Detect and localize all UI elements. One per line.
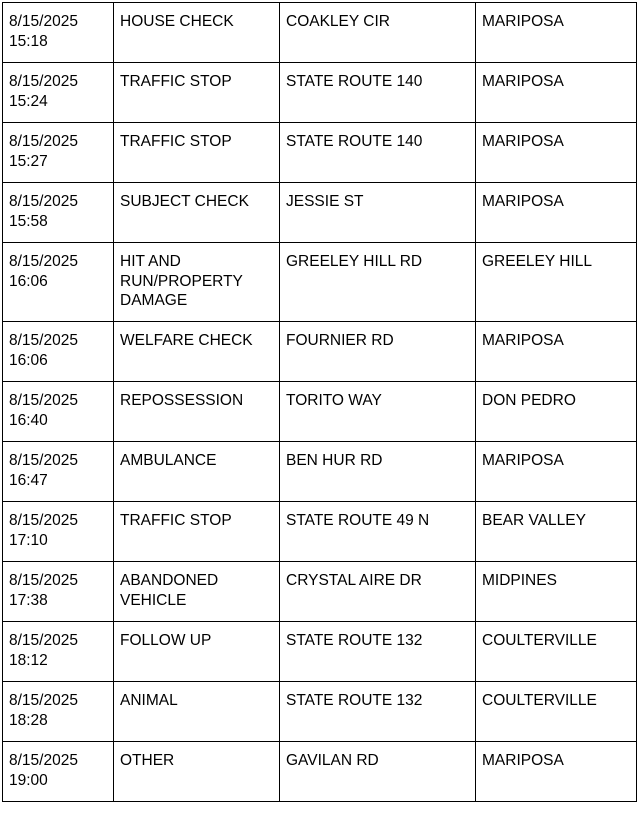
call-date: 8/15/2025 (9, 512, 78, 529)
call-time: 15:24 (9, 92, 48, 110)
date-time-cell (3, 502, 114, 562)
table-row (3, 3, 637, 63)
call-date: 8/15/2025 (9, 332, 78, 349)
date-time-cell (3, 562, 114, 622)
location-cell: CRYSTAL AIRE DR (280, 562, 476, 622)
call-time: 16:40 (9, 411, 48, 429)
table-row (3, 502, 637, 562)
date-time-cell (3, 3, 114, 63)
location-cell: TORITO WAY (280, 382, 476, 442)
location-cell: STATE ROUTE 140 (280, 63, 476, 123)
date-time-cell (3, 243, 114, 322)
call-time: 18:28 (9, 711, 48, 729)
call-date: 8/15/2025 (9, 572, 78, 589)
table-row (3, 322, 637, 382)
date-time-cell (3, 442, 114, 502)
call-time: 15:58 (9, 212, 48, 230)
call-time: 18:12 (9, 651, 48, 669)
call-time: 17:38 (9, 591, 48, 609)
date-time-cell (3, 183, 114, 243)
call-date: 8/15/2025 (9, 632, 78, 649)
call-date: 8/15/2025 (9, 752, 78, 769)
location-cell: BEN HUR RD (280, 442, 476, 502)
table-row (3, 63, 637, 123)
location-cell: JESSIE ST (280, 183, 476, 243)
table-row (3, 562, 637, 622)
table-row (3, 183, 637, 243)
area-cell: MARIPOSA (476, 183, 637, 243)
date-time-cell (3, 123, 114, 183)
call-date: 8/15/2025 (9, 392, 78, 409)
call-time: 15:27 (9, 152, 48, 170)
call-type-cell: REPOSSESSION (114, 382, 280, 442)
table-row (3, 622, 637, 682)
call-type-cell: TRAFFIC STOP (114, 63, 280, 123)
table-row (3, 123, 637, 183)
call-time: 19:00 (9, 771, 48, 789)
call-type-cell: AMBULANCE (114, 442, 280, 502)
location-cell: STATE ROUTE 49 N (280, 502, 476, 562)
location-cell: STATE ROUTE 140 (280, 123, 476, 183)
area-cell: DON PEDRO (476, 382, 637, 442)
call-time: 17:10 (9, 531, 48, 549)
area-cell: MARIPOSA (476, 63, 637, 123)
call-date: 8/15/2025 (9, 133, 78, 150)
call-type-cell: ABANDONED VEHICLE (114, 562, 280, 622)
area-cell: MARIPOSA (476, 742, 637, 802)
call-type-cell: OTHER (114, 742, 280, 802)
date-time-cell (3, 682, 114, 742)
call-type-cell: TRAFFIC STOP (114, 123, 280, 183)
table-row (3, 243, 637, 322)
location-cell: GAVILAN RD (280, 742, 476, 802)
call-type-cell: TRAFFIC STOP (114, 502, 280, 562)
date-time-cell (3, 382, 114, 442)
area-cell: COULTERVILLE (476, 682, 637, 742)
area-cell: MARIPOSA (476, 3, 637, 63)
call-date: 8/15/2025 (9, 73, 78, 90)
call-type-cell: SUBJECT CHECK (114, 183, 280, 243)
area-cell: GREELEY HILL (476, 243, 637, 322)
call-log-body (3, 3, 637, 802)
area-cell: MIDPINES (476, 562, 637, 622)
call-type-cell: FOLLOW UP (114, 622, 280, 682)
area-cell: MARIPOSA (476, 123, 637, 183)
date-time-cell (3, 622, 114, 682)
date-time-cell (3, 322, 114, 382)
call-type-cell: ANIMAL (114, 682, 280, 742)
area-cell: BEAR VALLEY (476, 502, 637, 562)
date-time-cell (3, 63, 114, 123)
table-row (3, 742, 637, 802)
call-type-cell: HOUSE CHECK (114, 3, 280, 63)
location-cell: STATE ROUTE 132 (280, 622, 476, 682)
call-date: 8/15/2025 (9, 452, 78, 469)
call-date: 8/15/2025 (9, 13, 78, 30)
location-cell: GREELEY HILL RD (280, 243, 476, 322)
call-type-cell: WELFARE CHECK (114, 322, 280, 382)
table-row (3, 682, 637, 742)
location-cell: STATE ROUTE 132 (280, 682, 476, 742)
location-cell: COAKLEY CIR (280, 3, 476, 63)
date-time-cell (3, 742, 114, 802)
call-time: 16:06 (9, 272, 48, 290)
location-cell: FOURNIER RD (280, 322, 476, 382)
table-row (3, 442, 637, 502)
call-date: 8/15/2025 (9, 193, 78, 210)
call-time: 16:47 (9, 471, 48, 489)
call-time: 16:06 (9, 351, 48, 369)
call-date: 8/15/2025 (9, 253, 78, 270)
call-date: 8/15/2025 (9, 692, 78, 709)
call-log-table (2, 2, 637, 802)
area-cell: COULTERVILLE (476, 622, 637, 682)
call-time: 15:18 (9, 32, 48, 50)
area-cell: MARIPOSA (476, 442, 637, 502)
table-row (3, 382, 637, 442)
call-type-cell: HIT AND RUN/PROPERTY DAMAGE (114, 243, 280, 322)
area-cell: MARIPOSA (476, 322, 637, 382)
